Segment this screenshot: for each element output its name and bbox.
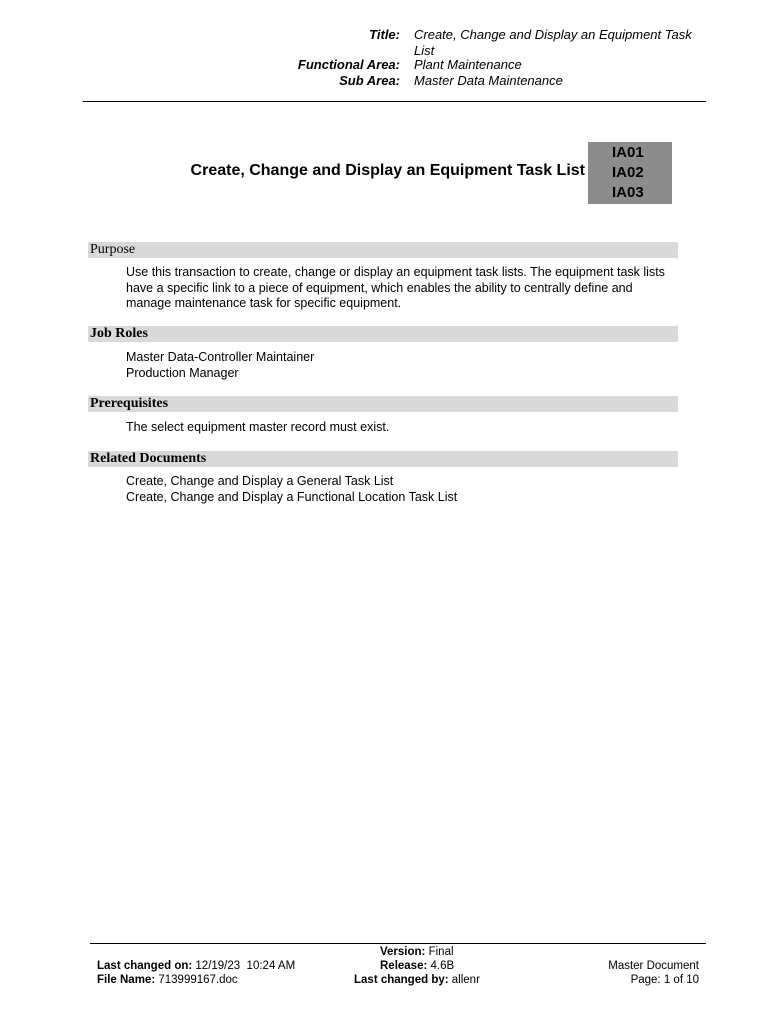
footer-version — [380, 945, 454, 959]
footer-last-changed-by — [354, 973, 480, 987]
section-header-prerequisites — [88, 396, 678, 412]
section-heading: Prerequisites — [90, 396, 169, 411]
footer-value: 713999167.doc — [158, 974, 238, 986]
header-sub-area-row — [0, 73, 768, 89]
text-line: manage maintenance task for specific equipment. — [126, 296, 402, 310]
footer-last-changed-on — [97, 959, 295, 973]
list-item: The select equipment master record must exist. — [126, 420, 390, 434]
job-roles-list — [126, 350, 686, 381]
footer-file-name — [97, 973, 238, 987]
header-functional-area-label: Functional Area: — [297, 57, 400, 72]
footer-label: Version: — [380, 946, 426, 958]
footer-release — [380, 959, 454, 973]
header-functional-area-value: Plant Maintenance — [414, 57, 522, 72]
section-heading: Purpose — [90, 242, 136, 257]
footer-value: 12/19/23 10:24 AM — [195, 960, 296, 972]
section-header-related-documents — [88, 451, 678, 467]
section-header-job-roles — [88, 326, 678, 342]
related-documents-list — [126, 474, 686, 505]
transaction-code: IA02 — [612, 164, 644, 181]
header-title-line2: List — [414, 43, 435, 58]
related-document-link[interactable]: Create, Change and Display a Functional Location Task List — [126, 489, 458, 504]
header-sub-area-value: Master Data Maintenance — [414, 73, 563, 88]
header-title-label: Title: — [369, 27, 400, 42]
related-document-link[interactable]: Create, Change and Display a General Task List — [126, 474, 394, 488]
section-header-purpose — [88, 242, 678, 258]
section-heading: Job Roles — [90, 326, 148, 341]
header-divider — [83, 101, 706, 102]
list-item: Production Manager — [126, 365, 239, 380]
transaction-code: IA03 — [612, 184, 644, 201]
transaction-code: IA01 — [612, 144, 644, 161]
section-heading: Related Documents — [90, 451, 207, 466]
footer-value: 4.6B — [430, 960, 455, 972]
header-title-line1: Create, Change and Display an Equipment Task — [414, 27, 692, 42]
footer-value: allenr — [451, 974, 480, 986]
footer-label: Last changed by: — [354, 974, 449, 986]
list-item: Master Data-Controller Maintainer — [126, 350, 315, 364]
purpose-text — [126, 265, 686, 312]
text-line: have a specific link to a piece of equipment, which enables the ability to centrally define and — [126, 280, 633, 295]
header-title-value — [414, 27, 704, 59]
footer-page-number: Page: 1 of 10 — [630, 974, 699, 986]
text-line: Use this transaction to create, change or display an equipment task lists. The equipment task lists — [126, 265, 665, 279]
footer-label: Last changed on: — [97, 960, 193, 972]
footer-divider — [90, 943, 706, 944]
footer-label: Release: — [380, 960, 428, 972]
footer-master-document: Master Document — [608, 960, 699, 972]
header-functional-area-row — [0, 57, 768, 73]
prerequisites-list — [126, 420, 686, 436]
footer-value: Final — [428, 946, 454, 958]
transaction-code-box — [588, 142, 672, 204]
header-sub-area-label: Sub Area: — [339, 73, 400, 88]
footer-label: File Name: — [97, 974, 156, 986]
document-title: Create, Change and Display an Equipment Task List — [190, 162, 585, 179]
header-title-row — [0, 27, 768, 59]
